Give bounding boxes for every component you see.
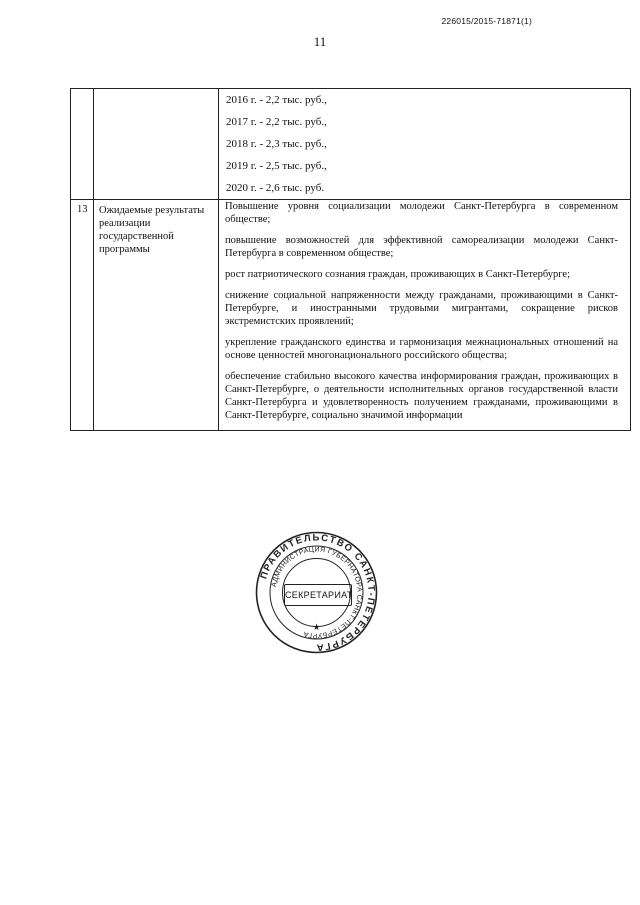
cost-2017: 2017 г. - 2,2 тыс. руб.,: [226, 116, 327, 128]
result-item-5: укрепление гражданского единства и гармонизация межнациональных отношений на основе ценностей многонационального российского общества;: [225, 337, 618, 361]
result-item-4: снижение социальной напряженности между гражданами, проживающими в Санкт-Петербурге, и иностранными трудовыми мигрантами, сокращение рисков экстремистских проявлений;: [225, 290, 618, 327]
result-item-3: рост патриотического сознания граждан, проживающих в Санкт-Петербурге;: [225, 269, 571, 280]
result-item-6: обеспечение стабильно высокого качества информирования граждан, проживающих в Санкт-Петербурге, о деятельности исполнительных органов государственной власти Санкт-Петербурга и удовлетворенность получением гражданами, проживающими в Санкт-Петербурге, социально значимой информации: [225, 371, 618, 421]
cost-2019: 2019 г. - 2,5 тыс. руб.,: [226, 160, 327, 172]
cost-2018: 2018 г. - 2,3 тыс. руб.,: [226, 138, 327, 150]
row-name: Ожидаемые результаты реализации государственной программы: [94, 200, 219, 431]
table-row-13: [71, 200, 631, 431]
cost-2020: 2020 г. - 2,6 тыс. руб.: [226, 182, 325, 194]
seal-inner-text: АДМИНИСТРАЦИЯ ГУБЕРНАТОРА САНКТ-ПЕТЕРБУРГА: [270, 546, 363, 639]
seal-star-icon: ★: [312, 622, 321, 632]
program-table: [70, 88, 631, 431]
result-item-1: Повышение уровня социализации молодежи Санкт-Петербурга в современном обществе;: [225, 201, 618, 225]
number-cell-empty: [71, 89, 94, 200]
name-cell-empty: [94, 89, 219, 200]
page-number: 11: [313, 34, 327, 49]
seal-outer-text: ПРАВИТЕЛЬСТВО САНКТ-ПЕТЕРБУРГА: [258, 532, 377, 653]
cost-2016: 2016 г. - 2,2 тыс. руб.,: [226, 94, 327, 106]
seal-center-label: СЕКРЕТАРИАТ: [284, 584, 352, 606]
table-row-costs: [71, 89, 631, 200]
document-id: 226015/2015-71871(1): [441, 16, 532, 26]
row-number: 13: [71, 200, 94, 431]
result-item-2: повышение возможностей для эффективной самореализации молодежи Санкт-Петербурга в современном обществе;: [225, 235, 618, 259]
results-cell: [219, 200, 631, 431]
costs-cell: [219, 89, 631, 200]
